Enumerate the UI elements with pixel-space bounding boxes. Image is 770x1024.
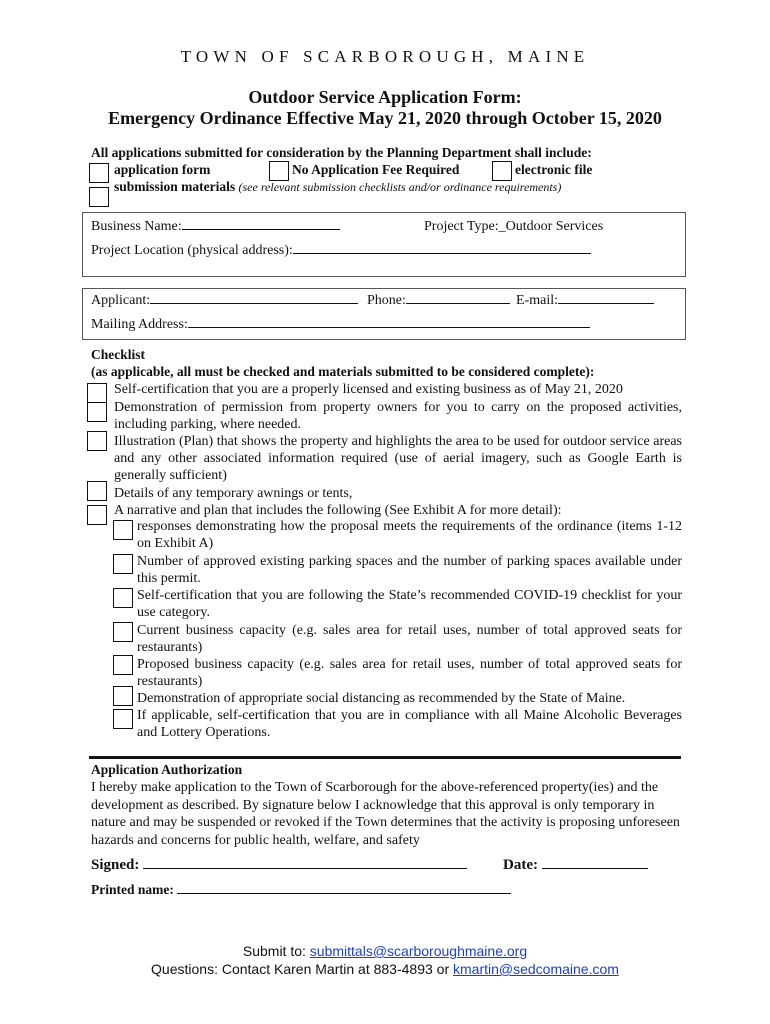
checklist-item-1: Self-certification that you are a properly licensed and existing business as of May 21, 2020 (114, 382, 623, 397)
project-location-field[interactable]: Project Location (physical address): (91, 243, 591, 259)
phone-field[interactable]: Phone: (367, 293, 510, 309)
checklist-subitem-2: Number of approved existing parking spaces and the number of parking spaces available under this permit. (137, 554, 682, 586)
questions-line: Questions: Contact Karen Martin at 883-4893 or kmartin@sedcomaine.com (151, 961, 619, 977)
email-field[interactable]: E-mail: (516, 293, 654, 309)
application-form-checkbox[interactable] (89, 163, 109, 183)
checklist-subheading: (as applicable, all must be checked and materials submitted to be considered complete): (91, 364, 595, 379)
authorization-text: I hereby make application to the Town of Scarborough for the above-referenced property(ies) and the development as described. By signature below I acknowledge that this approval is only temporary in nature and may be suspended or revoked if the Town determines that the activity is proposing unforeseen hazards and concerns for public health, welfare, and safety (91, 780, 680, 848)
project-type-value: _Outdoor Services (498, 219, 604, 234)
checklist-item-5: A narrative and plan that includes the following (See Exhibit A for more detail): (114, 503, 562, 518)
no-fee-label: No Application Fee Required (292, 162, 460, 177)
subitem-checkbox-6[interactable] (113, 686, 133, 706)
project-type-field[interactable]: Project Type:_Outdoor Services (424, 219, 604, 234)
electronic-file-checkbox[interactable] (492, 161, 512, 181)
submission-note: (see relevant submission checklists and/or ordinance requirements) (238, 180, 562, 194)
submission-materials-checkbox[interactable] (89, 187, 109, 207)
subitem-checkbox-3[interactable] (113, 588, 133, 608)
subitem-checkbox-7[interactable] (113, 709, 133, 729)
checklist-checkbox-5[interactable] (87, 505, 107, 525)
checklist-heading: Checklist (91, 347, 145, 362)
submit-line: Submit to: submittals@scarboroughmaine.org (242, 943, 528, 959)
form-title: Outdoor Service Application Form: (248, 87, 522, 107)
checklist-subitem-5: Proposed business capacity (e.g. sales area for retail uses, number of total approved seats for restaurants) (137, 657, 682, 689)
section-divider (89, 756, 681, 759)
electronic-file-label: electronic file (515, 162, 593, 177)
checklist-item-2: Demonstration of permission from property owners for you to carry on the proposed activities, including parking, where needed. (114, 400, 682, 432)
subitem-checkbox-5[interactable] (113, 655, 133, 675)
checklist-checkbox-4[interactable] (87, 481, 107, 501)
authorization-heading: Application Authorization (91, 762, 243, 777)
checklist-subitem-3: Self-certification that you are following the State’s recommended COVID-19 checklist for your use category. (137, 588, 682, 620)
application-form-label: application form (114, 162, 211, 177)
checklist-subitem-7: If applicable, self-certification that you are in compliance with all Maine Alcoholic Beverages and Lottery Operations. (137, 708, 682, 740)
printed-name-field[interactable]: Printed name: (91, 882, 511, 898)
subitem-checkbox-4[interactable] (113, 622, 133, 642)
checklist-subitem-4: Current business capacity (e.g. sales area for retail uses, number of total approved seats for restaurants) (137, 623, 682, 655)
checklist-subitem-6: Demonstration of appropriate social distancing as recommended by the State of Maine. (137, 691, 626, 706)
checklist-item-4: Details of any temporary awnings or tents, (114, 486, 353, 501)
subitem-checkbox-2[interactable] (113, 554, 133, 574)
questions-email-link[interactable]: kmartin@sedcomaine.com (453, 961, 619, 977)
form-subtitle: Emergency Ordinance Effective May 21, 2020 through October 15, 2020 (108, 108, 662, 128)
no-fee-checkbox[interactable] (269, 161, 289, 181)
checklist-checkbox-1[interactable] (87, 383, 107, 403)
submit-email-link[interactable]: submittals@scarboroughmaine.org (309, 943, 528, 959)
checklist-checkbox-3[interactable] (87, 431, 107, 451)
checklist-checkbox-2[interactable] (87, 402, 107, 422)
signed-field[interactable]: Signed: (91, 857, 467, 874)
town-heading: TOWN OF SCARBOROUGH, MAINE (180, 47, 590, 66)
business-name-field[interactable]: Business Name: (91, 219, 340, 235)
mailing-address-field[interactable]: Mailing Address: (91, 317, 590, 333)
date-field[interactable]: Date: (503, 857, 648, 874)
applicant-field[interactable]: Applicant: (91, 293, 358, 309)
checklist-item-3: Illustration (Plan) that shows the property and highlights the area to be used for outdoor service areas and any other associated information required (use of aerial imagery, such as Google Earth is generally sufficient) (114, 434, 682, 483)
requirements-heading: All applications submitted for consideration by the Planning Department shall include: (91, 145, 592, 160)
submission-materials-label: submission materials (see relevant submission checklists and/or ordinance requirements) (114, 179, 562, 194)
subitem-checkbox-1[interactable] (113, 520, 133, 540)
checklist-subitem-1: responses demonstrating how the proposal meets the requirements of the ordinance (items 1-12 on Exhibit A) (137, 519, 682, 551)
